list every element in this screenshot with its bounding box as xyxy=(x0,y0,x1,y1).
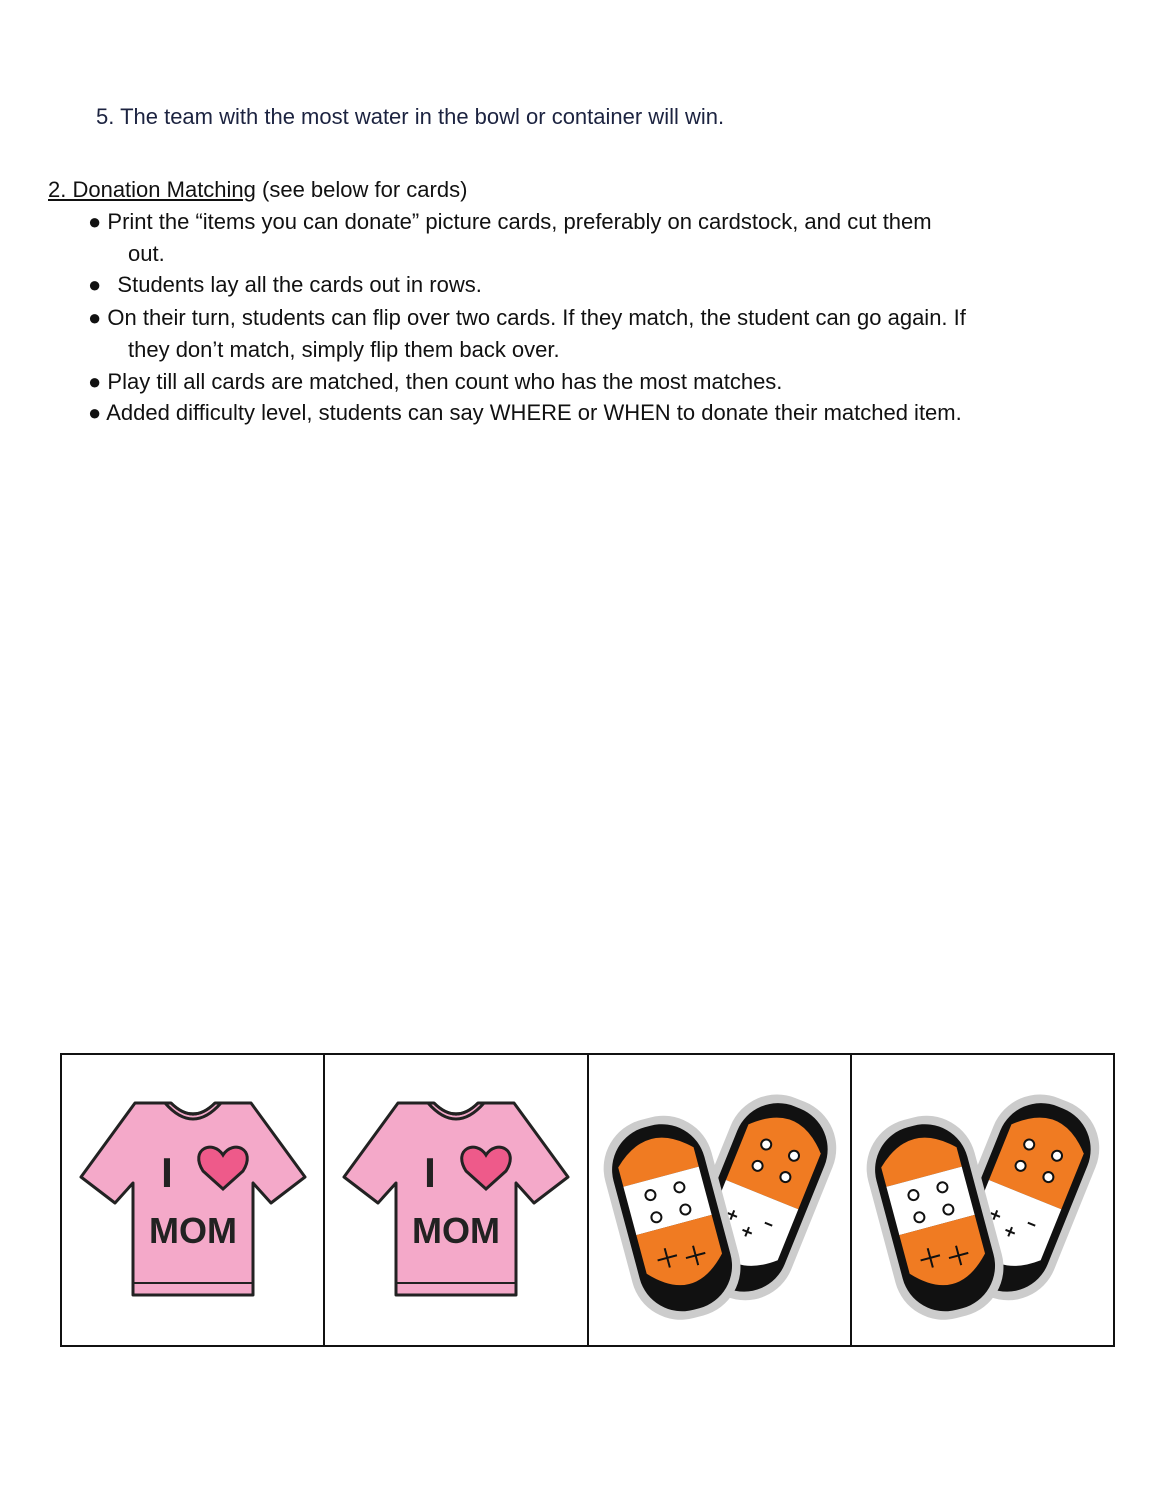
heading-note: (see below for cards) xyxy=(255,177,468,202)
bullet-item xyxy=(88,206,932,238)
shirt-text-bottom: MOM xyxy=(411,1210,500,1251)
bullet-text: Students lay all the cards out in rows. xyxy=(117,272,482,297)
bullet-item xyxy=(88,269,482,301)
bullet-icon: ● xyxy=(88,209,102,234)
bullet-item xyxy=(88,302,966,334)
shoes-icon xyxy=(599,1075,839,1325)
bullet-text-continuation: out. xyxy=(128,241,165,266)
tshirt-icon xyxy=(73,1095,313,1305)
bullet-text-continuation: they don’t match, simply flip them back over. xyxy=(128,337,560,362)
card-shoes xyxy=(852,1055,1113,1345)
shirt-text-bottom: MOM xyxy=(148,1210,237,1251)
bullet-text: Added difficulty level, students can say WHERE or WHEN to donate their matched item. xyxy=(106,400,962,425)
shoes-icon xyxy=(862,1075,1102,1325)
bullet-text: Print the “items you can donate” picture cards, preferably on cardstock, and cut them xyxy=(107,209,932,234)
bullet-icon: ● xyxy=(88,400,102,425)
bullet-text: Play till all cards are matched, then count who has the most matches. xyxy=(107,369,783,394)
step-5-text: 5. The team with the most water in the bowl or container will win. xyxy=(96,104,725,129)
card-tshirt xyxy=(62,1055,325,1345)
bullet-item xyxy=(88,397,962,429)
card-shoes xyxy=(589,1055,852,1345)
bullet-item xyxy=(88,366,782,398)
shirt-text-top: I xyxy=(424,1149,436,1196)
bullet-icon: ● xyxy=(88,305,102,330)
bullet-icon: ● xyxy=(88,272,102,297)
tshirt-icon xyxy=(336,1095,576,1305)
shirt-text-top: I xyxy=(160,1149,173,1196)
bullet-icon: ● xyxy=(88,369,102,394)
card-tshirt xyxy=(325,1055,588,1345)
picture-cards-table xyxy=(60,1053,1115,1347)
bullet-text: On their turn, students can flip over two cards. If they match, the student can go again. If xyxy=(107,305,966,330)
donation-matching-link[interactable]: 2. Donation Matching xyxy=(48,177,256,202)
section-heading xyxy=(48,174,467,206)
